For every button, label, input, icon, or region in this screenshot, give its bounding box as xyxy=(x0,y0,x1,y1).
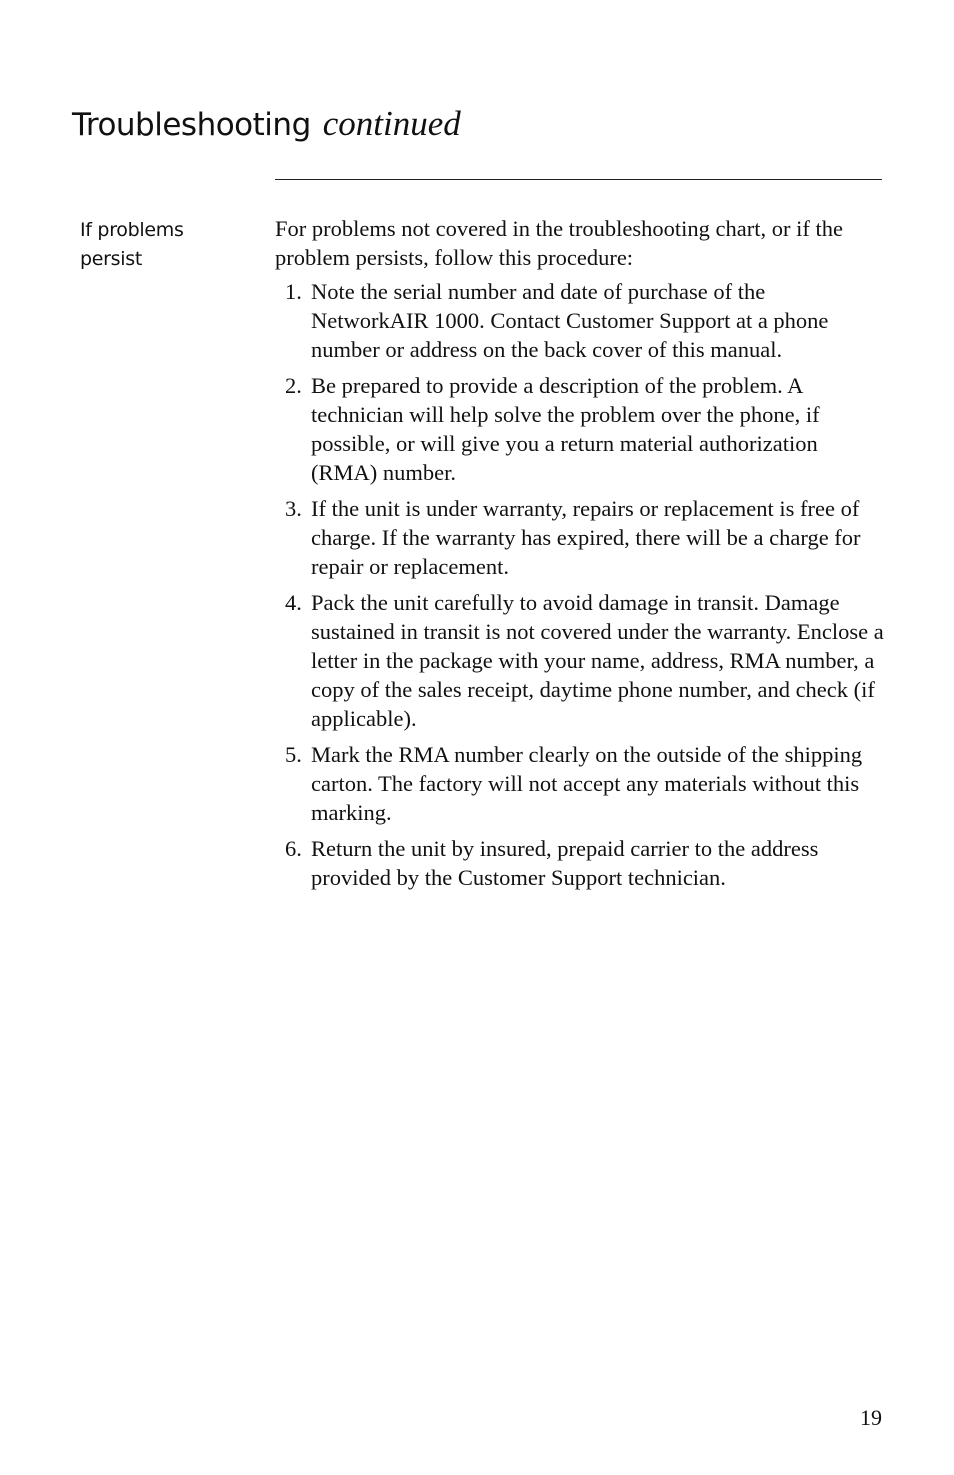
step-text: Note the serial number and date of purchase of the NetworkAIR 1000. Contact Customer Support at a phone number or address on the back cover of this manual. xyxy=(311,279,829,362)
procedure-list xyxy=(275,277,887,892)
step-text: If the unit is under warranty, repairs or replacement is free of charge. If the warranty has expired, there will be a charge for repair or replacement. xyxy=(311,496,861,579)
step-number: 4. xyxy=(285,590,302,615)
step-number: 1. xyxy=(285,279,302,304)
intro-paragraph: For problems not covered in the troubleshooting chart, or if the problem persists, follow this procedure: xyxy=(275,216,843,270)
list-item xyxy=(275,494,887,581)
step-text: Mark the RMA number clearly on the outside of the shipping carton. The factory will not accept any materials without this marking. xyxy=(311,742,863,825)
section-heading: If problems persist xyxy=(80,219,184,270)
list-item xyxy=(275,588,887,733)
list-item xyxy=(275,834,887,892)
title-continued: continued xyxy=(322,104,461,143)
section-body xyxy=(275,214,887,899)
step-text: Return the unit by insured, prepaid carrier to the address provided by the Customer Support technician. xyxy=(311,836,819,890)
step-text: Be prepared to provide a description of the problem. A technician will help solve the problem over the phone, if possible, or will give you a return material authorization (RMA) number. xyxy=(311,373,820,485)
list-item xyxy=(275,277,887,364)
step-number: 5. xyxy=(285,742,302,767)
list-item xyxy=(275,740,887,827)
page-header xyxy=(72,104,461,144)
list-item xyxy=(275,371,887,487)
step-text: Pack the unit carefully to avoid damage in transit. Damage sustained in transit is not covered under the warranty. Enclose a letter in the package with your name, address, RMA number, a copy of the sales receipt, daytime phone number, and check (if applicable). xyxy=(311,590,884,731)
step-number: 6. xyxy=(285,836,302,861)
header-rule xyxy=(275,179,882,180)
step-number: 2. xyxy=(285,373,302,398)
step-number: 3. xyxy=(285,496,302,521)
page-title: Troubleshooting xyxy=(72,107,311,143)
page-number: 19 xyxy=(860,1405,882,1430)
